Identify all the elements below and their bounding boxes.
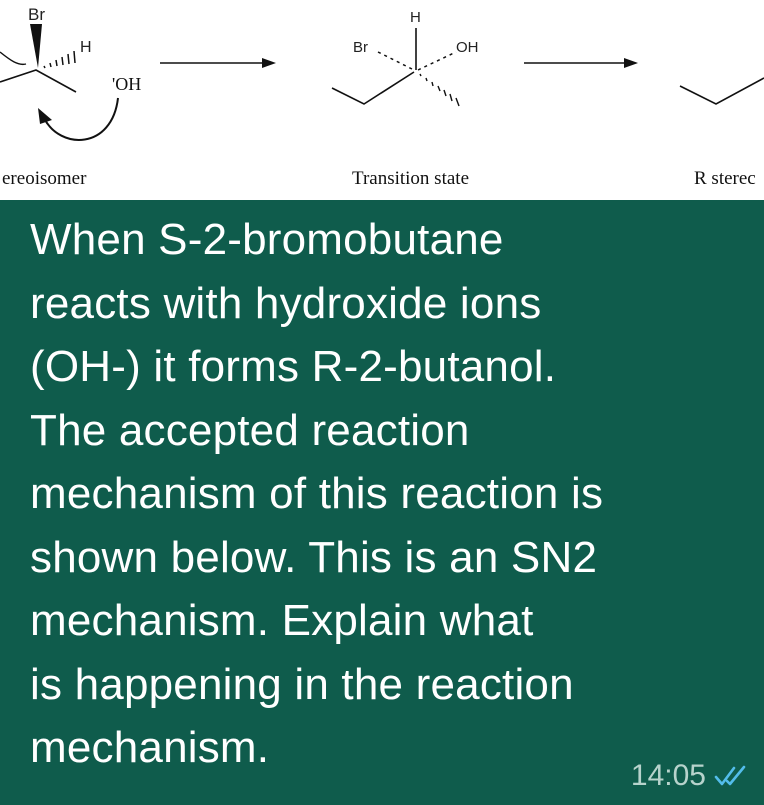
ts-partial-bond-br [378,52,414,70]
reactant-skeleton [0,70,76,92]
reactant-oh-label: 'OH [112,74,142,94]
message-text: When S-2-bromobutane reacts with hydroxide ions (OH-) it forms R-2-butanol. The accepted reaction mechanism of this reaction is shown below. This is an SN2 mechanism. Explain what is happening in the reaction mechanism. [30,215,604,772]
ts-partial-bond-oh [418,52,456,70]
curved-arrow [44,98,118,140]
reactant-h-label: H [80,39,92,56]
reactant-hashed-bond [44,51,75,68]
curved-arrow-head [38,108,52,124]
message-time: 14:05 [630,759,706,792]
caption-r-stereoisomer: R sterec [694,168,756,189]
ts-br-label: Br [353,39,368,56]
double-check-icon [714,763,750,789]
reactant-br-label: Br [28,5,45,24]
caption-stereoisomer: ereoisomer [2,168,87,189]
ts-hashed-bond [420,74,459,106]
product-skeleton [680,78,764,104]
ts-oh-label: OH [456,39,479,56]
caption-transition-state: Transition state [352,168,469,189]
ts-skeleton-left [332,72,414,104]
reaction-arrow-2-head [624,58,638,68]
reaction-arrow-1-head [262,58,276,68]
reactant-wedge-bond [30,24,42,68]
attached-image[interactable] [0,0,764,200]
ts-h-label: H [410,9,421,26]
message-meta [631,759,750,793]
